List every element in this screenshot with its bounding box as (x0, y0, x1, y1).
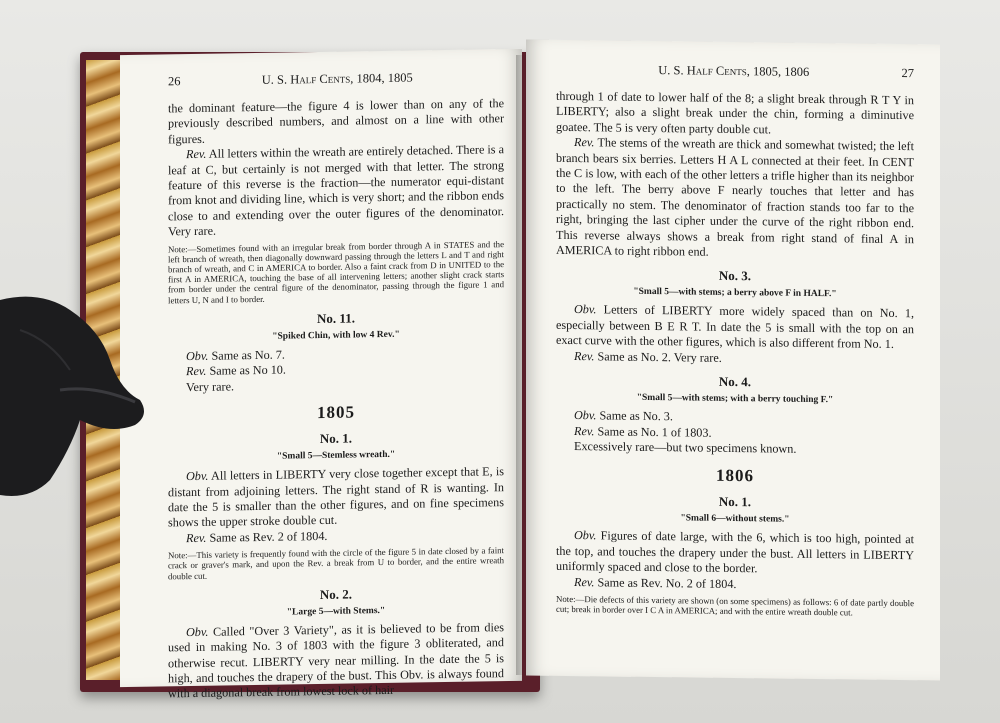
left-page-number: 26 (168, 74, 181, 89)
rev-label: Rev. (574, 135, 595, 150)
no1-1806-rev (556, 574, 914, 594)
year-1805-heading: 1805 (317, 402, 355, 423)
rev-label: Rev. (186, 530, 207, 545)
gloved-hand-icon (0, 290, 150, 500)
no2-heading: No. 2. (319, 586, 353, 602)
obv-label: Obv. (186, 624, 209, 639)
no1-1806-heading: No. 1. (718, 494, 752, 510)
rev-text: Same as Rev. 2 of 1804. (209, 528, 328, 545)
no1-subtitle: "Small 5—Stemless wreath." (276, 449, 396, 462)
left-paragraph-2 (168, 142, 504, 240)
obv-text: Called "Over 3 Variety", as it is believed to be from dies used in making No. 3 of 1803 with the figure 3 obliterated, and otherwise recut. LIBERTY very near milling. In the date the 5 is high, and touches the drapery of the bust. This Obv. is always found with a diagonal break from lowest lock of hair (168, 619, 504, 701)
left-page-header: U. S. Half Cents, 1804, 1805 (261, 70, 413, 87)
no11-heading: No. 11. (317, 310, 355, 326)
obv-label: Obv. (574, 408, 597, 423)
no4-heading: No. 4. (718, 373, 752, 390)
rev-label: Rev. (574, 423, 595, 438)
left-paragraph-1: the dominant feature—the figure 4 is lower than on any of the previously described numbers, and almost on a line with other figures. (168, 96, 504, 147)
left-note-2: Note:—This variety is frequently found with the circle of the figure 5 in date closed by a faint crack or graver's mark, and upon the Rev. a break from U to border, and the entire wreath double cut. (168, 545, 504, 581)
no1-obv (168, 464, 504, 531)
right-running-head (556, 62, 914, 81)
obv-text: All letters in LIBERTY very close together except that E, is distant from adjoining letters. The right stand of R is wanting. In date the 5 is smaller than the other figures, and on fine specimens shows the upper stroke double cut. (168, 464, 504, 530)
right-page (526, 39, 940, 680)
no3-subtitle: "Small 5—with stems; a berry above F in HALF." (633, 287, 837, 300)
obv-text: Figures of date large, with the 6, which is too high, pointed at the top, and touches the drapery under the bust. All letters in LIBERTY uniformly spaced and close to the border. (556, 528, 915, 576)
obv-text: Same as No. 7. (211, 347, 285, 363)
rev-text: Same as Rev. No. 2 of 1804. (597, 574, 737, 591)
no2-subtitle: "Large 5—with Stems." (286, 605, 386, 618)
year-1806-heading: 1806 (716, 466, 754, 486)
no4-subtitle: "Small 5—with stems; with a berry touching F." (636, 392, 834, 406)
rev-label: Rev. (574, 574, 595, 589)
obv-label: Obv. (574, 528, 597, 543)
obv-label: Obv. (186, 468, 209, 484)
obv-text: Same as No. 3. (599, 408, 673, 424)
obv-label: Obv. (574, 302, 597, 317)
rev-text: All letters within the wreath are entirely detached. There is a leaf at C, but certainly is not merged with that letter. The strong feature of this reverse is the fraction—the numerator equi-distant from knot and dividing line, which is very short; and the ribbon ends close to and extending over the outer figures of the denominator. Very rare. (168, 142, 505, 239)
rev-label: Rev. (574, 348, 595, 363)
rev-text: The stems of the wreath are thick and somewhat twisted; the left branch bears six berries. Letters H A L connected at their feet. In CENT the C is low, with each of the other letters a trifle higher than its neighbor to the left. The berry above F nearly touches that letter and has practically no stem. The denominator of fraction stands too far to the right, bringing the last cipher under the curve of the right ribbon end. This reverse always shows a break from right stand of final A in AMERICA to right ribbon end. (556, 135, 915, 259)
no4-rarity: Excessively rare—but two specimens known. (574, 438, 797, 456)
rev-text: Same as No 10. (209, 362, 286, 379)
right-paragraph-1: through 1 of date to lower half of the 8; a slight break through R T Y in LIBERTY; also a slight break under the chin, forming a diminutive goatee. The 5 is very often party double cut. (556, 88, 914, 137)
obv-text: Letters of LIBERTY more widely spaced than on No. 1, especially between B E R T. In date the 5 is small with the top on an exact curve with the other figures, which is also different from No. 1. (556, 302, 914, 352)
right-page-number: 27 (901, 66, 914, 81)
obv-label: Obv. (186, 348, 209, 363)
no1-heading: No. 1. (319, 430, 353, 447)
rev-label: Rev. (186, 147, 207, 162)
no1-1806-subtitle: "Small 6—without stems." (680, 513, 790, 526)
rev-text: Same as No. 1 of 1803. (597, 423, 712, 440)
right-page-header: U. S. Half Cents, 1805, 1806 (658, 63, 810, 79)
no1-1806-obv (556, 528, 914, 579)
rev-text: Same as No. 2. Very rare. (597, 349, 722, 365)
left-running-head (168, 69, 504, 89)
left-page (120, 49, 522, 701)
right-paragraph-2 (556, 135, 914, 263)
no3-obv (556, 302, 914, 353)
right-note: Note:—Die defects of this variety are shown (on some specimens) as follows: 6 of date partly double cut; break in border over I C A in AMERICA; and with the entire wreath double cut. (556, 593, 914, 618)
no3-heading: No. 3. (718, 268, 752, 284)
no11-rarity: Very rare. (186, 379, 235, 394)
no2-obv (168, 620, 504, 702)
no11-subtitle: "Spiked Chin, with low 4 Rev." (272, 329, 400, 342)
left-note-1: Note:—Sometimes found with an irregular break from border through A in STATES and the left branch of wreath, then diagonally downward passing through the letters L and T and right branch of wreath, and C in AMERICA to border. Also a faint crack from D in UNITED to the first A in AMERICA, touching the base of all intervening letters; another slight crack starts from border under the central figure of the denominator, passing through the figure 1 and letters U, N and I to border. (168, 238, 504, 306)
rev-label: Rev. (186, 364, 207, 379)
